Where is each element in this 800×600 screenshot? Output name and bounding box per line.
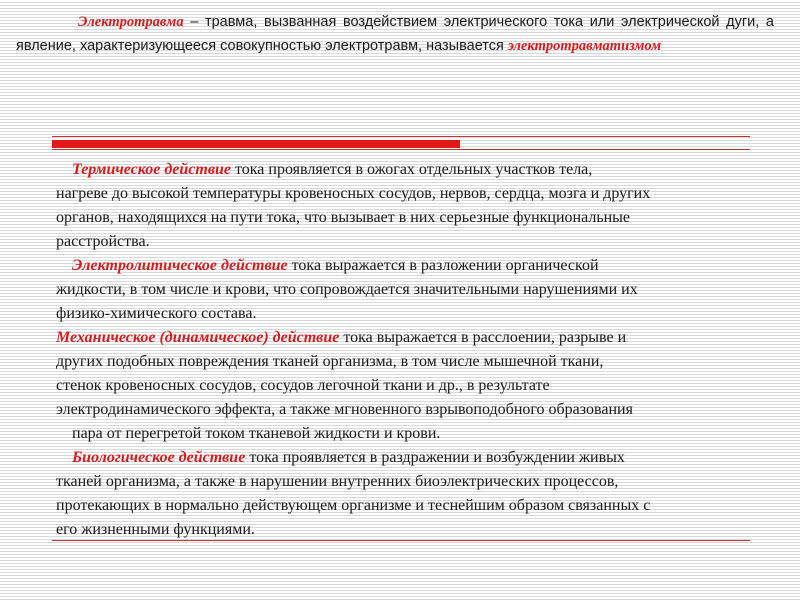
effect-line: других подобных повреждения тканей организма, в том числе мышечной ткани, bbox=[56, 353, 604, 370]
effect-line: жидкости, в том числе и крови, что сопровождается значительными нарушениями их bbox=[56, 281, 638, 298]
effect-line: нагреве до высокой температуры кровеносных сосудов, нервов, сердца, мозга и других bbox=[56, 185, 651, 202]
effect-line: пара от перегретой током тканевой жидкости и крови. bbox=[72, 425, 441, 442]
effect-line: стенок кровеносных сосудов, сосудов легочной ткани и др., в результате bbox=[56, 377, 550, 394]
effect-heading-electrolytic: Электролитическое действие bbox=[72, 257, 288, 274]
effect-paragraph-biological bbox=[56, 446, 748, 542]
effect-paragraph-electrolytic bbox=[56, 254, 748, 326]
effects-section bbox=[56, 158, 748, 542]
intro-definition: – травма, вызванная воздействием электрического тока или электрической дуги, а явление, характеризующееся совокупностью электротравм, называется bbox=[16, 14, 774, 54]
effect-line: тока выражается в разложении органической bbox=[287, 257, 599, 274]
term-electrotraumatism: электротравматизмом bbox=[507, 38, 662, 54]
effect-line: тока проявляется в ожогах отдельных участков тела, bbox=[230, 161, 593, 178]
intro-paragraph bbox=[16, 10, 774, 58]
effect-line: электродинамического эффекта, а также мгновенного взрывоподобного образования bbox=[56, 401, 633, 418]
effect-line: его жизненными функциями. bbox=[56, 521, 255, 538]
effect-paragraph-mechanical bbox=[56, 326, 748, 446]
term-electrotrauma: Электротравма bbox=[78, 14, 184, 30]
effect-heading-biological: Биологическое действие bbox=[72, 449, 246, 466]
bottom-divider bbox=[52, 540, 750, 541]
effect-paragraph-thermal bbox=[56, 158, 748, 254]
effect-line: физико-химического состава. bbox=[56, 305, 257, 322]
effect-line: тканей организма, а также в нарушении внутренних биоэлектрических процессов, bbox=[56, 473, 619, 490]
effect-heading-thermal: Термическое действие bbox=[72, 161, 231, 178]
top-divider-accent bbox=[52, 140, 460, 148]
effect-line: расстройства. bbox=[56, 233, 150, 250]
top-divider bbox=[52, 136, 750, 150]
effect-line: органов, находящихся на пути тока, что вызывает в них серьезные функциональные bbox=[56, 209, 631, 226]
effect-line: тока проявляется в раздражении и возбуждении живых bbox=[245, 449, 625, 466]
effect-heading-mechanical: Механическое (динамическое) действие bbox=[56, 329, 340, 346]
effect-line: протекающих в нормально действующем организме и теснейшим образом связанных с bbox=[56, 497, 651, 514]
effect-line: тока выражается в расслоении, разрыве и bbox=[339, 329, 627, 346]
